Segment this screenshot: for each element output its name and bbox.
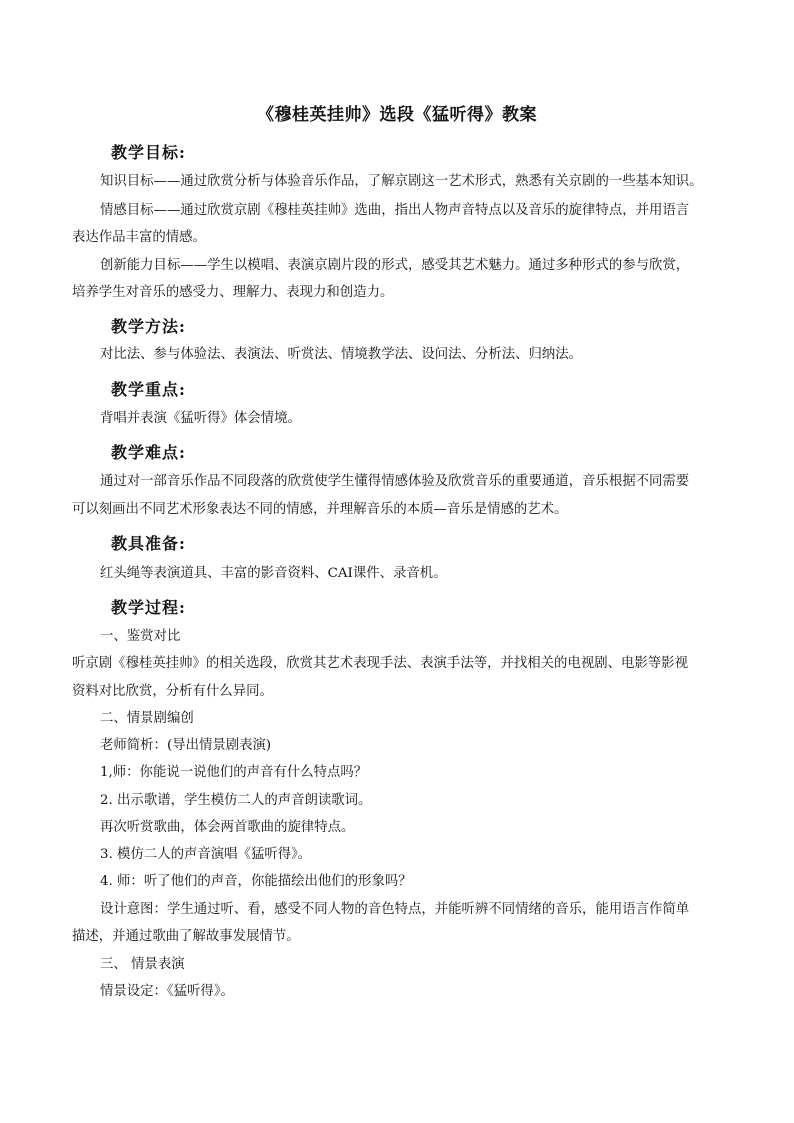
process-line-12: 描述，并通过歌曲了解故事发展情节。 (72, 929, 300, 944)
difficulties-line-2: 可以刻画出不同艺术形象表达不同的情感，并理解音乐的本质—音乐是情感的艺术。 (72, 502, 568, 517)
process-line-8: 再次听赏歌曲，体会两首歌曲的旋律特点。 (100, 820, 355, 835)
goals-line-1: 知识目标——通过欣赏分析与体验音乐作品，了解京剧这一艺术形式，熟悉有关京剧的一些基本知识。 (100, 174, 703, 189)
process-line-5: 老师简析：(导出情景剧表演) (100, 738, 272, 753)
heading-difficulties: 教学难点: (111, 443, 186, 462)
tools-line-1: 红头绳等表演道具、丰富的影音资料、CAI课件、录音机。 (100, 566, 447, 581)
goals-line-3: 表达作品丰富的情感。 (72, 230, 206, 245)
methods-line-1: 对比法、参与体验法、表演法、听赏法、情境教学法、设问法、分析法、归纳法。 (100, 347, 583, 362)
key-points-line-1: 背唱并表演《猛听得》体会情境。 (100, 411, 301, 426)
process-line-13: 三、 情景表演 (100, 957, 185, 972)
difficulties-line-1: 通过对一部音乐作品不同段落的欣赏使学生懂得情感体验及欣赏音乐的重要通道，音乐根据不同需要 (100, 474, 690, 489)
heading-teaching-goals: 教学目标: (111, 143, 186, 162)
process-line-14: 情景设定：《猛听得》。 (100, 984, 234, 999)
heading-teaching-tools: 教具准备: (111, 534, 186, 553)
process-line-3: 资料对比欣赏，分析有什么异同。 (72, 684, 273, 699)
process-line-9: 3. 模仿二人的声音演唱《猛听得》。 (100, 847, 312, 862)
document-title: 《穆桂英挂帅》选段《猛听得》教案 (257, 105, 537, 125)
process-line-7: 2. 出示歌谱，学生模仿二人的声音朗读歌词。 (100, 793, 372, 808)
heading-teaching-methods: 教学方法: (111, 317, 186, 336)
goals-line-5: 培养学生对音乐的感受力、理解力、表现力和创造力。 (72, 285, 394, 300)
process-line-6: 1,师：你能说一说他们的声音有什么特点吗？ (100, 765, 368, 780)
heading-key-points: 教学重点: (111, 380, 186, 399)
heading-teaching-process: 教学过程: (111, 598, 186, 617)
process-line-10: 4. 师：听了他们的声音，你能描绘出他们的形象吗？ (100, 874, 412, 889)
goals-line-4: 创新能力目标——学生以模唱、表演京剧片段的形式，感受其艺术魅力。通过多种形式的参与欣赏， (100, 258, 690, 273)
process-line-4: 二、情景剧编创 (100, 711, 194, 726)
goals-line-2: 情感目标——通过欣赏京剧《穆桂英挂帅》选曲，指出人物声音特点以及音乐的旋律特点，并用语言 (100, 203, 690, 218)
process-line-11: 设计意图：学生通过听、看，感受不同人物的音色特点，并能听辨不同情绪的音乐，能用语言作简单 (100, 902, 690, 917)
process-line-1: 一、鉴赏对比 (100, 629, 181, 644)
process-line-2: 听京剧《穆桂英挂帅》的相关选段，欣赏其艺术表现手法、表演手法等，并找相关的电视剧、电影等影视 (72, 656, 688, 671)
